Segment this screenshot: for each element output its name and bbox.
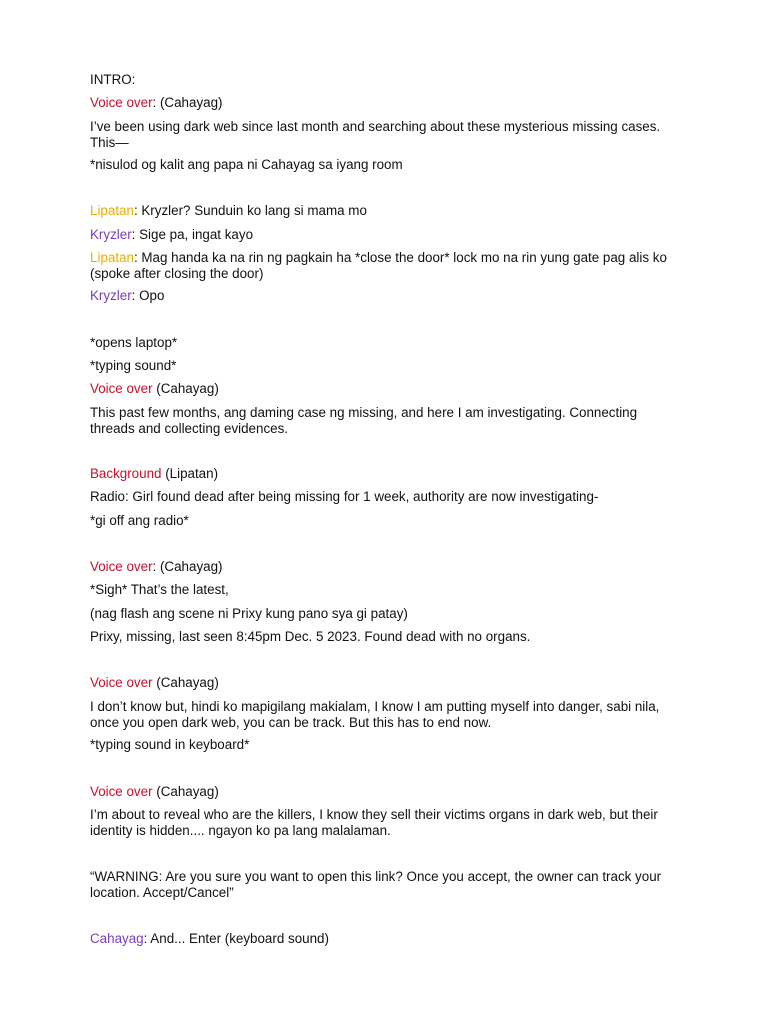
script-line bbox=[90, 675, 680, 691]
speaker-label: Cahayag bbox=[90, 931, 144, 946]
script-line: I’ve been using dark web since last month and searching about these mysterious missing cases. This— bbox=[90, 119, 661, 150]
script-line: (nag flash ang scene ni Prixy kung pano sya gi patay) bbox=[90, 606, 408, 621]
script-line bbox=[90, 288, 680, 304]
script-line bbox=[90, 931, 680, 947]
script-line bbox=[90, 784, 680, 800]
script-line bbox=[90, 250, 680, 281]
script-line bbox=[90, 227, 680, 243]
script-line: *Sigh* That’s the latest, bbox=[90, 582, 229, 597]
script-line: Radio: Girl found dead after being missing for 1 week, authority are now investigating- bbox=[90, 489, 599, 504]
script-line bbox=[90, 381, 680, 397]
speaker-label: Background bbox=[90, 466, 162, 481]
line-text: : Mag handa ka na rin ng pagkain ha *close the door* lock mo na rin yung gate pag alis ko (spoke after closing the door) bbox=[90, 250, 667, 281]
line-text: (Cahayag) bbox=[152, 381, 219, 396]
line-text: : Sige pa, ingat kayo bbox=[131, 227, 254, 242]
line-text: : Kryzler? Sunduin ko lang si mama mo bbox=[133, 203, 367, 218]
script-line: *typing sound* bbox=[90, 358, 177, 373]
script-line: “WARNING: Are you sure you want to open this link? Once you accept, the owner can track your location. Accept/Cancel” bbox=[90, 869, 662, 900]
line-text: (Lipatan) bbox=[161, 466, 219, 481]
script-line bbox=[90, 95, 680, 111]
speaker-label: Voice over bbox=[90, 381, 153, 396]
line-text: : Opo bbox=[131, 288, 165, 303]
speaker-label: Voice over bbox=[90, 559, 153, 574]
script-line: *opens laptop* bbox=[90, 335, 178, 350]
speaker-label: Kryzler bbox=[90, 288, 132, 303]
line-text: (Cahayag) bbox=[152, 675, 219, 690]
script-line: Prixy, missing, last seen 8:45pm Dec. 5 2023. Found dead with no organs. bbox=[90, 629, 531, 644]
script-line bbox=[90, 203, 680, 219]
script-line: *nisulod og kalit ang papa ni Cahayag sa iyang room bbox=[90, 157, 403, 172]
script-line: *gi off ang radio* bbox=[90, 513, 189, 528]
speaker-label: Voice over bbox=[90, 784, 153, 799]
speaker-label: Kryzler bbox=[90, 227, 132, 242]
speaker-label: Lipatan bbox=[90, 203, 134, 218]
script-line: I’m about to reveal who are the killers, I know they sell their victims organs in dark web, but their identity is hidden.... ngayon ko pa lang malalaman. bbox=[90, 807, 658, 838]
script-line bbox=[90, 466, 680, 482]
speaker-label: Voice over bbox=[90, 675, 153, 690]
line-text: : (Cahayag) bbox=[152, 559, 223, 574]
script-line bbox=[90, 559, 680, 575]
line-text: : And... Enter (keyboard sound) bbox=[143, 931, 329, 946]
speaker-label: Lipatan bbox=[90, 250, 134, 265]
line-text: : (Cahayag) bbox=[152, 95, 223, 110]
intro-heading: INTRO: bbox=[90, 72, 136, 87]
speaker-label: Voice over bbox=[90, 95, 153, 110]
line-text: (Cahayag) bbox=[152, 784, 219, 799]
script-line: *typing sound in keyboard* bbox=[90, 737, 250, 752]
script-line: I don’t know but, hindi ko mapigilang makialam, I know I am putting myself into danger, sabi nila, once you open dark web, you can be track. But this has to end now. bbox=[90, 699, 660, 730]
script-line: This past few months, ang daming case ng missing, and here I am investigating. Connecting threads and collecting evidences. bbox=[90, 405, 638, 436]
